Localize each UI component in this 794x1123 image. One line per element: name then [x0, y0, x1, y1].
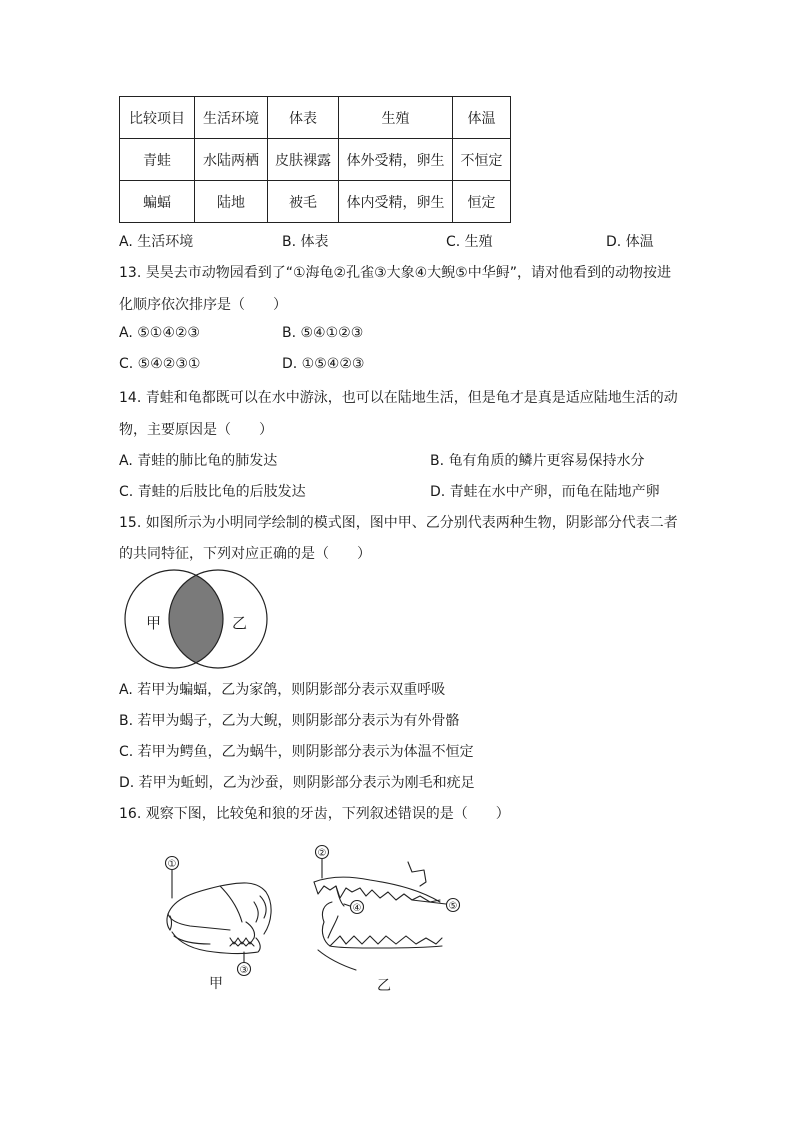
q15-stem-line2: 的共同特征，下列对应正确的是（ ） — [119, 546, 371, 562]
figure-caption-right: 乙 — [377, 978, 391, 994]
q13-stem-line2: 化顺序依次排序是（ ） — [119, 297, 287, 313]
option-a[interactable]: A. 生活环境 — [119, 234, 194, 250]
table-header-cell: 体表 — [268, 97, 339, 139]
table-cell: 恒定 — [453, 181, 511, 223]
option-c[interactable]: C. 生殖 — [446, 234, 493, 250]
table-row — [120, 181, 511, 223]
option-c[interactable]: C. ⑤④②③① — [119, 356, 201, 372]
table-cell: 体内受精，卵生 — [339, 181, 453, 223]
q16-stem: 16. 观察下图，比较兔和狼的牙齿，下列叙述错误的是（ ） — [119, 806, 510, 822]
q15-stem-line1: 15. 如图所示为小明同学绘制的模式图，图中甲、乙分别代表两种生物，阴影部分代表二者 — [119, 515, 678, 531]
label-1: ① — [167, 859, 177, 870]
table-cell: 皮肤裸露 — [268, 139, 339, 181]
label-4: ④ — [352, 903, 362, 914]
wolf-canine — [328, 916, 338, 938]
table-cell: 陆地 — [195, 181, 268, 223]
option-b[interactable]: B. 龟有角质的鳞片更容易保持水分 — [430, 453, 645, 469]
option-a[interactable]: A. ⑤①④②③ — [119, 325, 200, 341]
label-5: ⑤ — [448, 901, 458, 912]
table-header-cell: 生活环境 — [195, 97, 268, 139]
comparison-table — [119, 96, 511, 223]
option-d[interactable]: D. 若甲为蚯蚓，乙为沙蚕，则阴影部分表示为刚毛和疣足 — [119, 775, 475, 791]
wolf-lower-teeth — [322, 922, 442, 946]
wolf-skull-outline — [314, 877, 440, 902]
option-b[interactable]: B. ⑤④①②③ — [282, 325, 364, 341]
venn-label-right: 乙 — [232, 614, 248, 632]
option-b[interactable]: B. 若甲为蝎子，乙为大鲵，则阴影部分表示为有外骨骼 — [119, 713, 460, 729]
option-a[interactable]: A. 青蛙的肺比龟的肺发达 — [119, 453, 278, 469]
figure-caption-left: 甲 — [209, 976, 223, 992]
q13-stem-line1: 13. 昊昊去市动物园看到了“①海龟②孔雀③大象④大鲵⑤中华鲟”，请对他看到的动物按进 — [119, 265, 671, 281]
option-d[interactable]: D. ①⑤④②③ — [282, 356, 365, 372]
venn-diagram — [118, 568, 274, 670]
table-cell: 水陆两栖 — [195, 139, 268, 181]
table-cell: 被毛 — [268, 181, 339, 223]
q14-stem-line2: 物，主要原因是（ ） — [119, 422, 273, 438]
wolf-skull-figure — [300, 842, 470, 994]
table-header-cell: 比较项目 — [120, 97, 195, 139]
table-row — [120, 139, 511, 181]
table-header-row — [120, 97, 511, 139]
option-c[interactable]: C. 若甲为鳄鱼，乙为蜗牛，则阴影部分表示为体温不恒定 — [119, 744, 474, 760]
option-a[interactable]: A. 若甲为蝙蝠，乙为家鸽，则阴影部分表示双重呼吸 — [119, 682, 446, 698]
option-c[interactable]: C. 青蛙的后肢比龟的后肢发达 — [119, 484, 306, 500]
table-header-cell: 生殖 — [339, 97, 453, 139]
label-2: ② — [317, 848, 327, 859]
rabbit-skull-figure — [160, 852, 300, 992]
table-cell: 体外受精，卵生 — [339, 139, 453, 181]
option-d[interactable]: D. 体温 — [606, 234, 654, 250]
q14-stem-line1: 14. 青蛙和龟都既可以在水中游泳，也可以在陆地生活，但是龟才是真是适应陆地生活的动 — [119, 390, 678, 406]
table-cell: 不恒定 — [453, 139, 511, 181]
option-b[interactable]: B. 体表 — [282, 234, 329, 250]
table-header-cell: 体温 — [453, 97, 511, 139]
venn-label-left: 甲 — [146, 614, 162, 632]
option-d[interactable]: D. 青蛙在水中产卵，而龟在陆地产卵 — [430, 484, 660, 500]
rabbit-skull-outline — [168, 883, 271, 934]
rabbit-lower-jaw — [172, 932, 260, 954]
label-3: ③ — [239, 965, 249, 976]
table-cell: 蝙蝠 — [120, 181, 195, 223]
table-cell: 青蛙 — [120, 139, 195, 181]
